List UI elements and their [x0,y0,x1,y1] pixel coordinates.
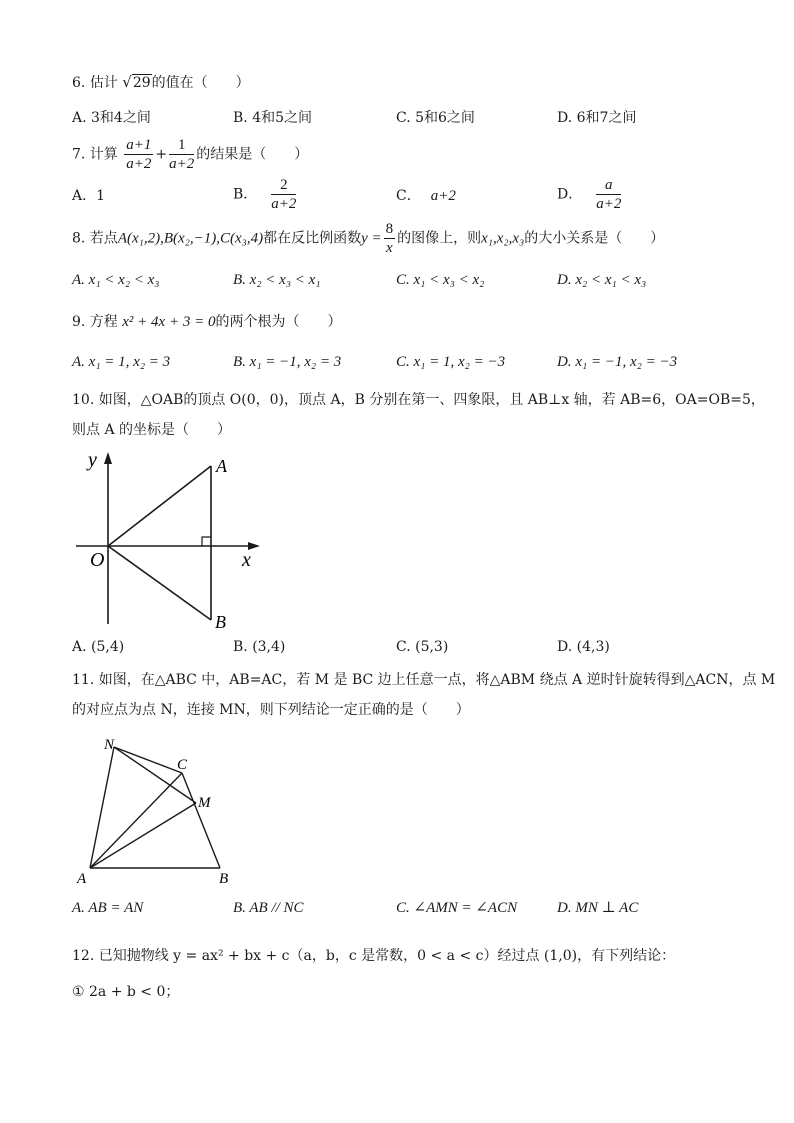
q7-option-a[interactable]: A．1 [72,188,106,204]
q6-radicand: 29 [132,75,151,91]
q8-points: A(x₁,2),B(x₂,−1),C(x₃,4) [117,230,264,247]
q12-stem: 12. 已知抛物线 y = ax² + bx + c（a，b，c 是常数，0 < a < c）经过点 (1,0)，有下列结论： [72,948,676,964]
q10-option-c[interactable]: C. (5,3) [396,639,449,655]
q9-option-d[interactable]: D. x₁ = −1, x₂ = −3 [557,354,678,370]
q7-label: 7. 计算 [72,146,118,163]
q8-option-d[interactable]: D. x₂ < x₁ < x₃ [557,272,647,288]
q6-option-a[interactable]: A. 3和4之间 [72,110,151,126]
q10-option-a[interactable]: A. (5,4) [72,639,125,655]
sqrt-sign: √ [122,73,132,91]
q10-stem-line2: 则点 A 的坐标是（ ） [72,422,232,438]
right-angle-mark [202,537,211,546]
q7-stem: 7. 计算 $\frac{a+1}{a+2}$ + $\frac{1}{a+2}$ 的结果是（ ） [72,137,309,172]
q9-option-b[interactable]: B. x₁ = −1, x₂ = 3 [233,354,342,370]
segment-nc [114,747,182,773]
q6-stem [72,72,250,93]
label-m: M [198,795,211,811]
q9-equation: x² + 4x + 3 = 0 [122,314,216,330]
q10-option-d[interactable]: D. (4,3) [557,639,610,655]
segment-an [90,747,114,868]
q9-option-c[interactable]: C. x₁ = 1, x₂ = −3 [396,354,506,370]
q11-figure [72,733,242,888]
q8-option-c[interactable]: C. x₁ < x₃ < x₂ [396,272,485,288]
label-b: B [215,612,226,632]
segment-ob [108,546,211,620]
q7-frac1: $\frac{a+1}{a+2}$ [126,137,152,172]
q11-stem-line2: 的对应点为点 N，连接 MN，则下列结论一定正确的是（ ） [72,702,470,718]
q6-option-b[interactable]: B. 4和5之间 [233,110,313,126]
q10-option-b[interactable]: B. (3,4) [233,639,286,655]
q11-option-d[interactable]: D. MN ⊥ AC [557,900,639,916]
q11-option-b[interactable]: B. AB // NC [233,900,304,916]
q8-stem: 8. 若点A(x₁,2),B(x₂,−1),C(x₃,4)都在反比例函数y = $\frac{8}{x}$ 的图像上，则x₁,x₂,x₃的大小关系是（ ） [72,221,665,256]
q11-option-c[interactable]: C. ∠AMN = ∠ACN [396,900,518,916]
q6-option-d[interactable]: D. 6和7之间 [557,110,637,126]
q6-option-c[interactable]: C. 5和6之间 [396,110,475,126]
segment-bc [182,773,220,868]
q10-figure [70,446,270,636]
q9-option-a[interactable]: A. x₁ = 1, x₂ = 3 [72,354,171,370]
label-o: O [90,549,105,571]
label-b: B [219,871,229,887]
label-a: A [216,456,227,476]
q8-option-b[interactable]: B. x₂ < x₃ < x₁ [233,272,321,288]
q8-func-frac: $\frac{8}{x}$ [385,221,394,256]
q8-option-a[interactable]: A. x₁ < x₂ < x₃ [72,272,160,288]
q7-option-b[interactable]: B． $\frac{2}{a+2}$ [233,177,297,212]
label-n: N [104,737,115,753]
q12-item-1: ① 2a + b < 0； [72,984,180,1000]
q10-stem-line1: 10. 如图，△OAB的顶点 O(0，0)，顶点 A，B 分别在第一、四象限，且 AB⊥x 轴，若 AB=6，OA=OB=5， [72,392,765,408]
label-c: C [177,757,188,773]
q7-option-c[interactable]: C． a+2 [396,188,456,204]
label-y: y [88,449,97,471]
segment-oa [108,466,211,546]
q11-stem-line1: 11. 如图，在△ABC 中，AB=AC，若 M 是 BC 边上任意一点，将△ABM 绕点 A 逆时针旋转得到△ACN，点 M [72,672,776,688]
q7-option-d[interactable]: D． $\frac{a}{a+2}$ [557,177,622,212]
label-x: x [242,549,251,571]
q6-label: 6. 估计 [72,75,118,91]
label-a: A [77,871,87,887]
y-axis-arrow [104,452,112,464]
q7-frac2: $\frac{1}{a+2}$ [169,137,195,172]
q9-stem: 9. 方程 x² + 4x + 3 = 0的两个根为（ ） [72,314,342,330]
q7-suffix: 的结果是（ ） [196,146,309,163]
segment-nm [114,747,196,803]
q6-suffix: 的值在（ ） [151,75,250,91]
q11-option-a[interactable]: A. AB = AN [72,900,144,916]
